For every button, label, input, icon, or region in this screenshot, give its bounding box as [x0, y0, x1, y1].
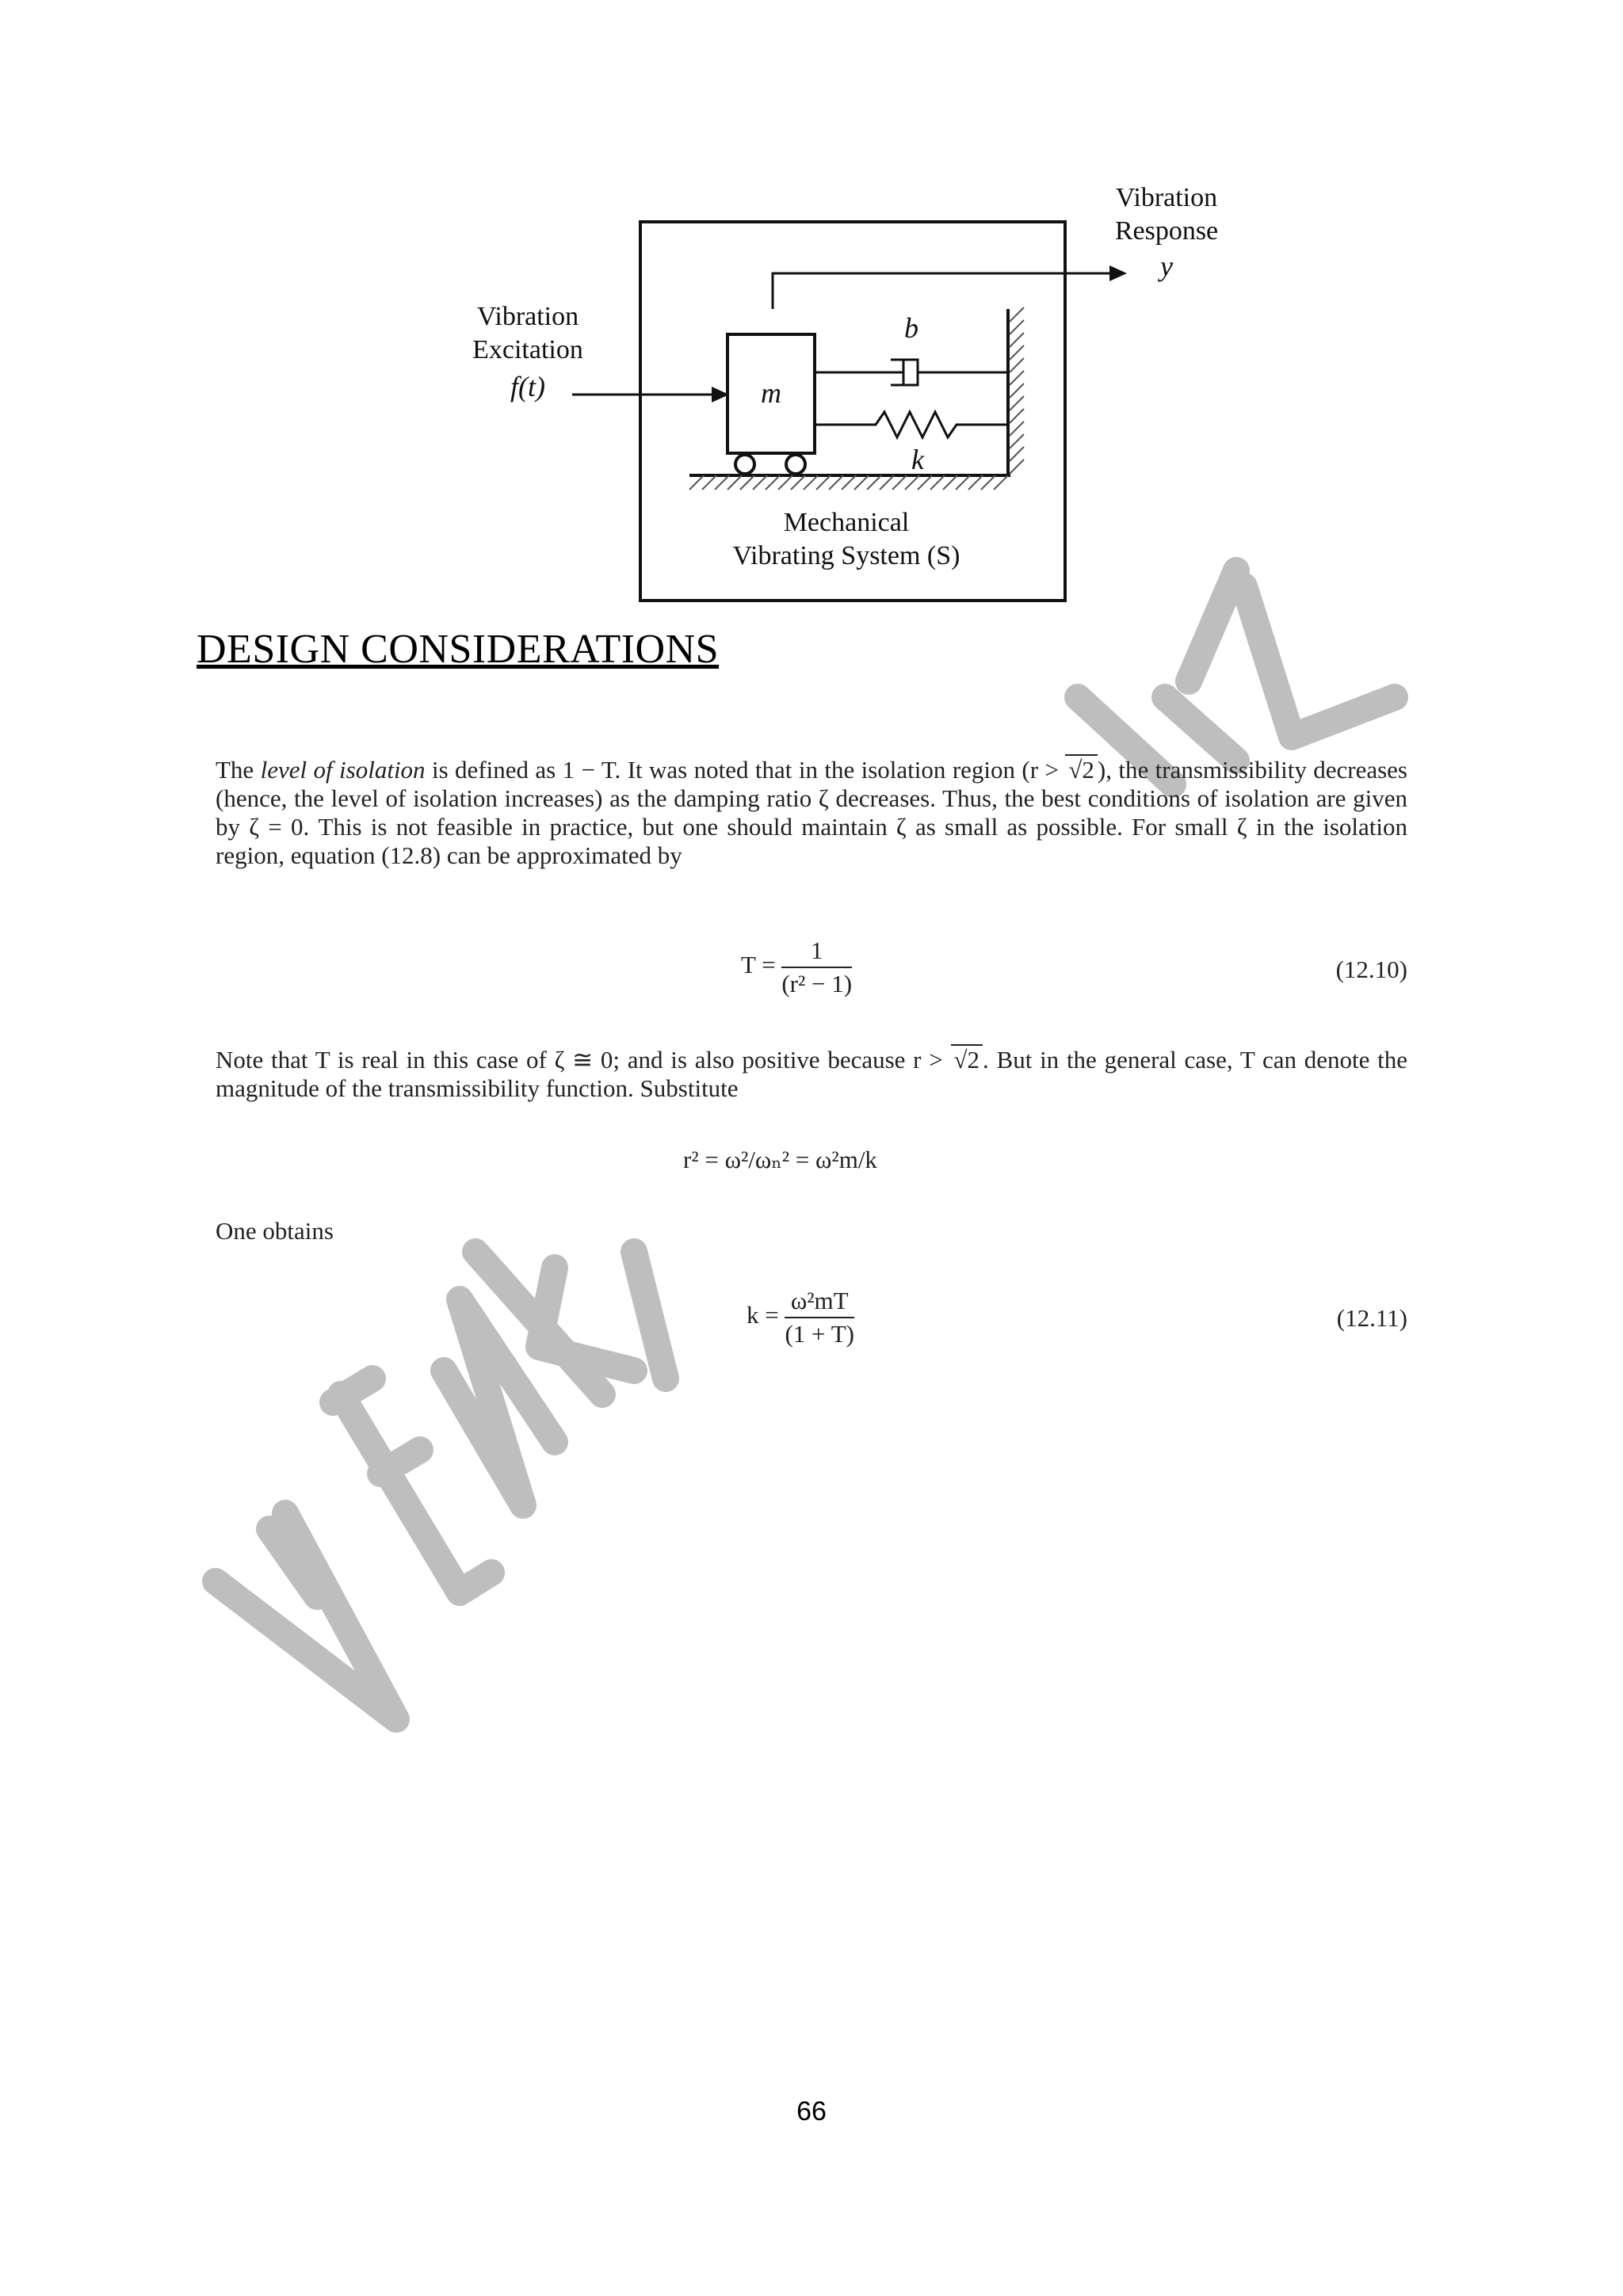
eq1-denominator: (r² − 1): [781, 970, 853, 997]
equation-number-12-10: (12.10): [1335, 955, 1407, 983]
paragraph-note: [216, 1044, 1407, 1103]
wall-hatch: [1010, 307, 1024, 474]
response-arrow: [773, 273, 1109, 309]
equation-12-10: [741, 936, 852, 998]
vibration-system-diagram: [444, 182, 1331, 610]
response-label-2: Response: [1114, 216, 1219, 246]
paragraph-obtains: One obtains: [216, 1217, 334, 1245]
system-figure: [444, 182, 1331, 610]
eq3-fraction: [785, 1287, 854, 1348]
ground-hatch: [689, 475, 1008, 490]
response-label-1: Vibration: [1115, 183, 1218, 212]
paragraph2-sqrt: √2: [951, 1044, 983, 1074]
system-label-1: Mechanical: [783, 508, 910, 537]
paragraph1-part-1: The: [216, 756, 261, 784]
eq3-numerator: ω²mT: [785, 1287, 854, 1318]
eq3-lhs: k =: [747, 1301, 779, 1329]
section-heading: DESIGN CONSIDERATIONS: [197, 627, 720, 672]
equation-substitute: r² = ω²/ωₙ² = ω²m/k: [683, 1146, 877, 1173]
eq1-numerator: 1: [781, 936, 852, 968]
spring-symbol: k: [911, 444, 924, 475]
excitation-label-2: Excitation: [472, 335, 583, 364]
eq1-fraction: [781, 936, 852, 998]
excitation-symbol: f(t): [510, 371, 545, 402]
wheel-right: [786, 455, 805, 474]
equation-12-11: [747, 1287, 854, 1348]
response-symbol: y: [1160, 250, 1173, 282]
wheel-left: [735, 455, 754, 474]
mass-symbol: m: [761, 377, 781, 409]
eq1-lhs: T =: [741, 951, 776, 979]
response-arrow-head: [1109, 265, 1127, 281]
excitation-label-1: Vibration: [476, 302, 579, 331]
paragraph1-part-5: ), the transmissibility decreases (hence, the level of isolation increases) as the damping ratio ζ decreases. Thus, the best conditions of isolation are given by ζ = 0. This is not feasible in practice, but one should maintain ζ as small as possible. For small ζ in the isolation region, equation (12.8) can be approximated by: [216, 756, 1407, 869]
spring: [815, 412, 1008, 437]
eq3-denominator: (1 + T): [785, 1320, 854, 1348]
damper-symbol: b: [904, 312, 918, 344]
paragraph2-part-1: Note that T is real in this case of ζ ≅ 0; and is also positive because r >: [216, 1046, 951, 1074]
paragraph1-italic-term: level of isolation: [260, 756, 426, 784]
damper: [815, 360, 1008, 385]
paragraph-isolation: [216, 754, 1407, 870]
equation-number-12-11: (12.11): [1336, 1304, 1407, 1332]
paragraph1-part-3: is defined as 1 − T. It was noted that in the isolation region (r >: [425, 756, 1066, 784]
paragraph1-sqrt: √2: [1065, 754, 1098, 784]
page-number: 66: [796, 2096, 827, 2126]
system-label-2: Vibrating System (S): [732, 541, 960, 570]
paragraph2-part-3: . But in the general case, T can denote the magnitude of the transmissibility function. Substitute: [216, 1046, 1407, 1102]
